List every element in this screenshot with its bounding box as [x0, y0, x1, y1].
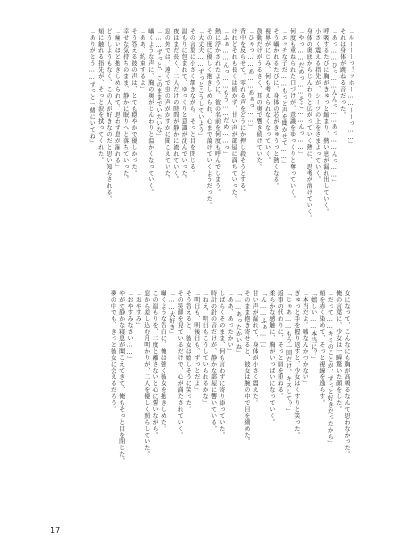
- text-column: そう答える彼の声は、とても穏やかで優しかった。: [130, 28, 138, 177]
- text-column: 「……ずっと、このままでいたいな」: [155, 28, 163, 140]
- text-column: 小さく震える指先が、シーツの上をさまよっていく。: [313, 28, 321, 183]
- text-column: 「痛いほど抱きしめられて、思わず息が漏れる」: [113, 28, 121, 170]
- text-column: 幸せな気持ちのまま、静かに眠りへと落ちていった。: [121, 28, 129, 183]
- text-column: 「エッチな子だ……もっと声を聞かせて……」: [280, 28, 288, 168]
- text-column: 身体の奥底からじんわりと広がっていく熱に、思考が溶けていく。: [305, 28, 313, 222]
- text-column: 「ルーーーっ！ッホー……ーーっ……」: [347, 28, 354, 148]
- text-column: 甘い声が漏れて、身体が小さく震えた。: [251, 290, 259, 407]
- text-column: その笑顔を見ているだけで、心が満たされていく。: [176, 290, 184, 439]
- text-block-top: [50, 28, 354, 282]
- text-column: 「おやすみ」: [134, 290, 142, 329]
- text-column: 何度も重ねられた口づけが、意識をゆっくりと奪っていく。: [288, 28, 296, 203]
- text-column: 「……大好き」: [167, 290, 175, 337]
- text-column: 背中を反らせて、零れる声をどうにか押し殺そうとする。: [238, 28, 246, 196]
- text-column: 「やっ……だめっ……そこ……んっ……」: [296, 28, 304, 158]
- text-column: 窓の外では、遠くで虫の声がかすかに聞こえていた。: [163, 28, 171, 183]
- text-column: 「大丈夫……ずっとこうしていよう」: [196, 28, 204, 140]
- text-column: 俺の言葉に、少女は一瞬驚いた顔をした。: [334, 290, 342, 413]
- text-column: そう囁かれるたびに、身体の芯がきゅうっと熱くなる。: [271, 28, 279, 190]
- text-column: この温もりを、二度と離さないと心に誓いながら。: [151, 290, 159, 439]
- text-column: 「あっ……ひっ……んんっ……あっ……んっ……」: [330, 28, 338, 186]
- text-column: 呼吸するたびに胸がきゅっと縮まり、熱い息が漏れ出していく。: [321, 28, 329, 216]
- text-column: その度に優しく抱きしめられ、心まで蕩けていくようだった。: [205, 28, 213, 209]
- text-column: その言葉に小さく頷きながら、そっと目を閉じる。: [188, 28, 196, 177]
- text-column: 「……あったかいね」: [234, 290, 242, 357]
- text-column: 頬に触れる指先が、そっと涙を拭ってくれた。: [96, 28, 104, 164]
- text-column: それは身体が跳ねる音だった。: [338, 28, 346, 119]
- text-column: 「ふぁ……んっ……もう……だめ……っ」: [221, 28, 229, 158]
- text-column: けれどそれも長くは続かず、甘い声が部屋に満ちていった。: [230, 28, 238, 203]
- text-column: 「おやすみなさい……」: [126, 290, 134, 363]
- text-column: 「ああ、約束するよ」: [138, 28, 146, 93]
- text-column: 女になって、こんなにも胸が高鳴るなんて思わなかった。: [343, 290, 350, 458]
- text-column: 「本当だよ。嘘なんかつかない」: [301, 290, 309, 387]
- text-column: 「嬉しい……本当に？」: [309, 290, 317, 363]
- page-number: 17: [50, 526, 61, 535]
- text-column: 温もりに包まれて、ゆっくりと意識が沈んでいった。: [180, 28, 188, 183]
- text-column: 鼓動だけがうるさく、耳の奥で響き続けていた。: [255, 28, 263, 170]
- text-column: 「ひゃっ……あ……あぁっ……」: [246, 28, 254, 131]
- text-column: やがて静かな寝息が聞こえてきて、俺もそっと目を閉じた。: [117, 290, 125, 465]
- text-column: 「ああ、あったかい」: [226, 290, 234, 355]
- text-column: 熱に浮かされたように、彼の名前を何度も呼んでしまう。: [213, 28, 221, 196]
- text-column: 頬を赤く染めて、そっと視線を逸らす。: [317, 290, 325, 407]
- text-column: 返事の代わりに、そっと唇を重ねる。: [276, 290, 284, 400]
- text-column: 「ん……ふぁ……」: [259, 290, 267, 352]
- text-column: そう答えると、彼女は嬉しそうに笑った。: [184, 290, 192, 413]
- text-column: 「ありがとう……ずっと一緒にいてね」: [88, 28, 96, 146]
- text-column: しばらくそのまま、何も言わずに寄り添っていた。: [217, 290, 225, 439]
- text-column: 「ねえ、明日もこうしていられるかな」: [201, 290, 209, 407]
- text-column: 夜はまだ長く、二人だけの時間が静かに流れていく。: [171, 28, 179, 183]
- text-column: 窓から差し込む月明かりが、二人を優しく照らしていた。: [142, 290, 150, 458]
- text-column: 「じゃあ……もう一回だけ、キスして？」: [284, 290, 292, 415]
- text-column: 夢の中でも、きっと彼女に会えるだろう。: [109, 290, 117, 413]
- text-column: 「明日も、明後日も、ずっとだよ」: [192, 290, 200, 394]
- text-column: ぎゅっと手を握り返すと、少女はくすりと笑った。: [292, 290, 300, 439]
- text-column: 視界がにじみ、何も考えられなくなっていく。: [263, 28, 271, 164]
- text-column: 囁くような声に、胸の奥がじんわりと温かくなっていく。: [146, 28, 154, 196]
- text-column: 時計の針の音だけが、静かな部屋に響いている。: [209, 290, 217, 432]
- text-column: 柔らかな感触に、胸がいっぱいになっていく。: [267, 290, 275, 426]
- text-column: 囁くような告白に、俺は強く彼女を抱きしめた。: [159, 290, 167, 432]
- text-block-bottom: [44, 290, 350, 530]
- text-column: 「だって……キミのことが、ずっと好きだったから」: [326, 290, 334, 447]
- text-column: どうしようもなく、この人が好きなのだと思い知らされる。: [105, 28, 113, 203]
- text-column: そのまま抱き寄せると、彼女は腕の中で目を細めた。: [242, 290, 250, 445]
